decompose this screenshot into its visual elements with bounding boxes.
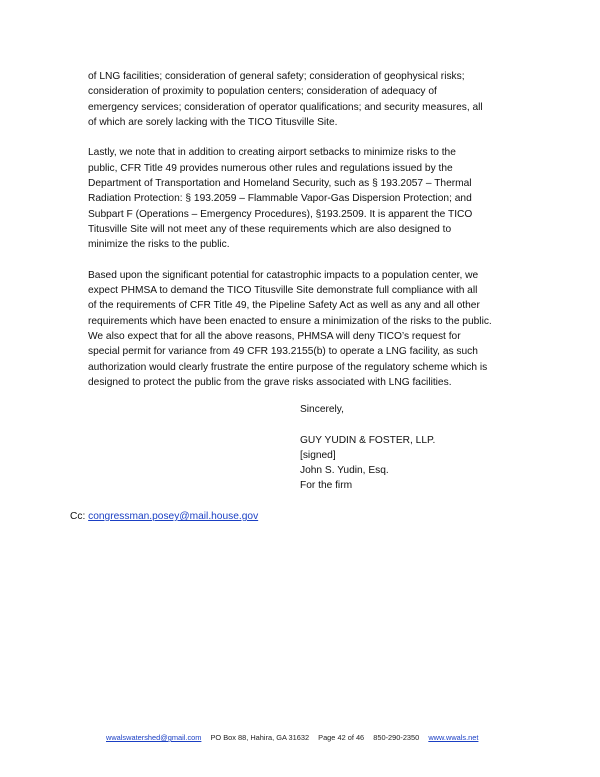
page-footer <box>106 733 485 742</box>
text-line: Titusville Site will not meet any of these requirements which are also designed to <box>88 223 452 235</box>
text-line: public, CFR Title 49 provides numerous other rules and regulations issued by the <box>88 162 453 174</box>
cc-line <box>70 509 258 524</box>
text-line: Radiation Protection: § 193.2059 – Flammable Vapor-Gas Dispersion Protection; and <box>88 193 472 205</box>
signer-role: For the firm <box>300 480 353 492</box>
text-line: designed to protect the public from the grave risks associated with LNG facilities. <box>88 376 452 388</box>
cc-label: Cc: <box>70 511 89 522</box>
footer-phone: 850-290-2350 <box>373 733 420 742</box>
text-line: Department of Transportation and Homeland Security, such as § 193.2057 – Thermal <box>88 178 472 190</box>
cc-email-link[interactable]: congressman.posey@mail.house.gov <box>88 511 259 522</box>
text-line: Lastly, we note that in addition to creating airport setbacks to minimize risks to the <box>88 147 456 159</box>
spacer <box>300 417 435 432</box>
text-line: authorization would clearly frustrate the entire purpose of the regulatory scheme which is <box>88 361 488 373</box>
footer-website-link[interactable]: www.wwals.net <box>428 733 479 742</box>
text-line: requirements which have been enacted to ensure a minimization of the risks to the public. <box>88 315 492 327</box>
paragraph-2 <box>88 145 498 252</box>
salutation: Sincerely, <box>300 404 344 415</box>
paragraph-3 <box>88 268 498 390</box>
text-line: expect PHMSA to demand the TICO Titusville Site demonstrate full compliance with all <box>88 285 478 297</box>
text-line: of LNG facilities; consideration of general safety; consideration of geophysical risks; <box>88 71 465 82</box>
text-line: minimize the risks to the public. <box>88 239 230 251</box>
signer-name: John S. Yudin, Esq. <box>300 465 389 477</box>
letter-body <box>88 69 498 406</box>
footer-address: PO Box 88, Hahira, GA 31632 <box>210 733 310 742</box>
footer-email-link[interactable]: wwalswatershed@gmail.com <box>106 733 202 742</box>
text-line: consideration of proximity to population centers; consideration of adequacy of <box>88 86 437 98</box>
text-line: of the requirements of CFR Title 49, the Pipeline Safety Act as well as any and all other <box>88 300 480 312</box>
text-line: of which are sorely lacking with the TICO Titusville Site. <box>88 116 338 128</box>
footer-page-number: Page 42 of 46 <box>318 733 365 742</box>
text-line: emergency services; consideration of operator qualifications; and security measures, all <box>88 101 483 113</box>
signature-block <box>300 402 435 494</box>
text-line: special permit for variance from 49 CFR 193.2155(b) to operate a LNG facility, as such <box>88 346 478 358</box>
signature: [signed] <box>300 449 336 461</box>
paragraph-1 <box>88 69 498 130</box>
text-line: We also expect that for all the above reasons, PHMSA will deny TICO’s request for <box>88 331 461 343</box>
text-line: Subpart F (Operations – Emergency Procedures), §193.2509. It is apparent the TICO <box>88 208 473 220</box>
firm-name: GUY YUDIN & FOSTER, LLP. <box>300 434 436 446</box>
text-line: Based upon the significant potential for catastrophic impacts to a population center, we <box>88 269 479 281</box>
